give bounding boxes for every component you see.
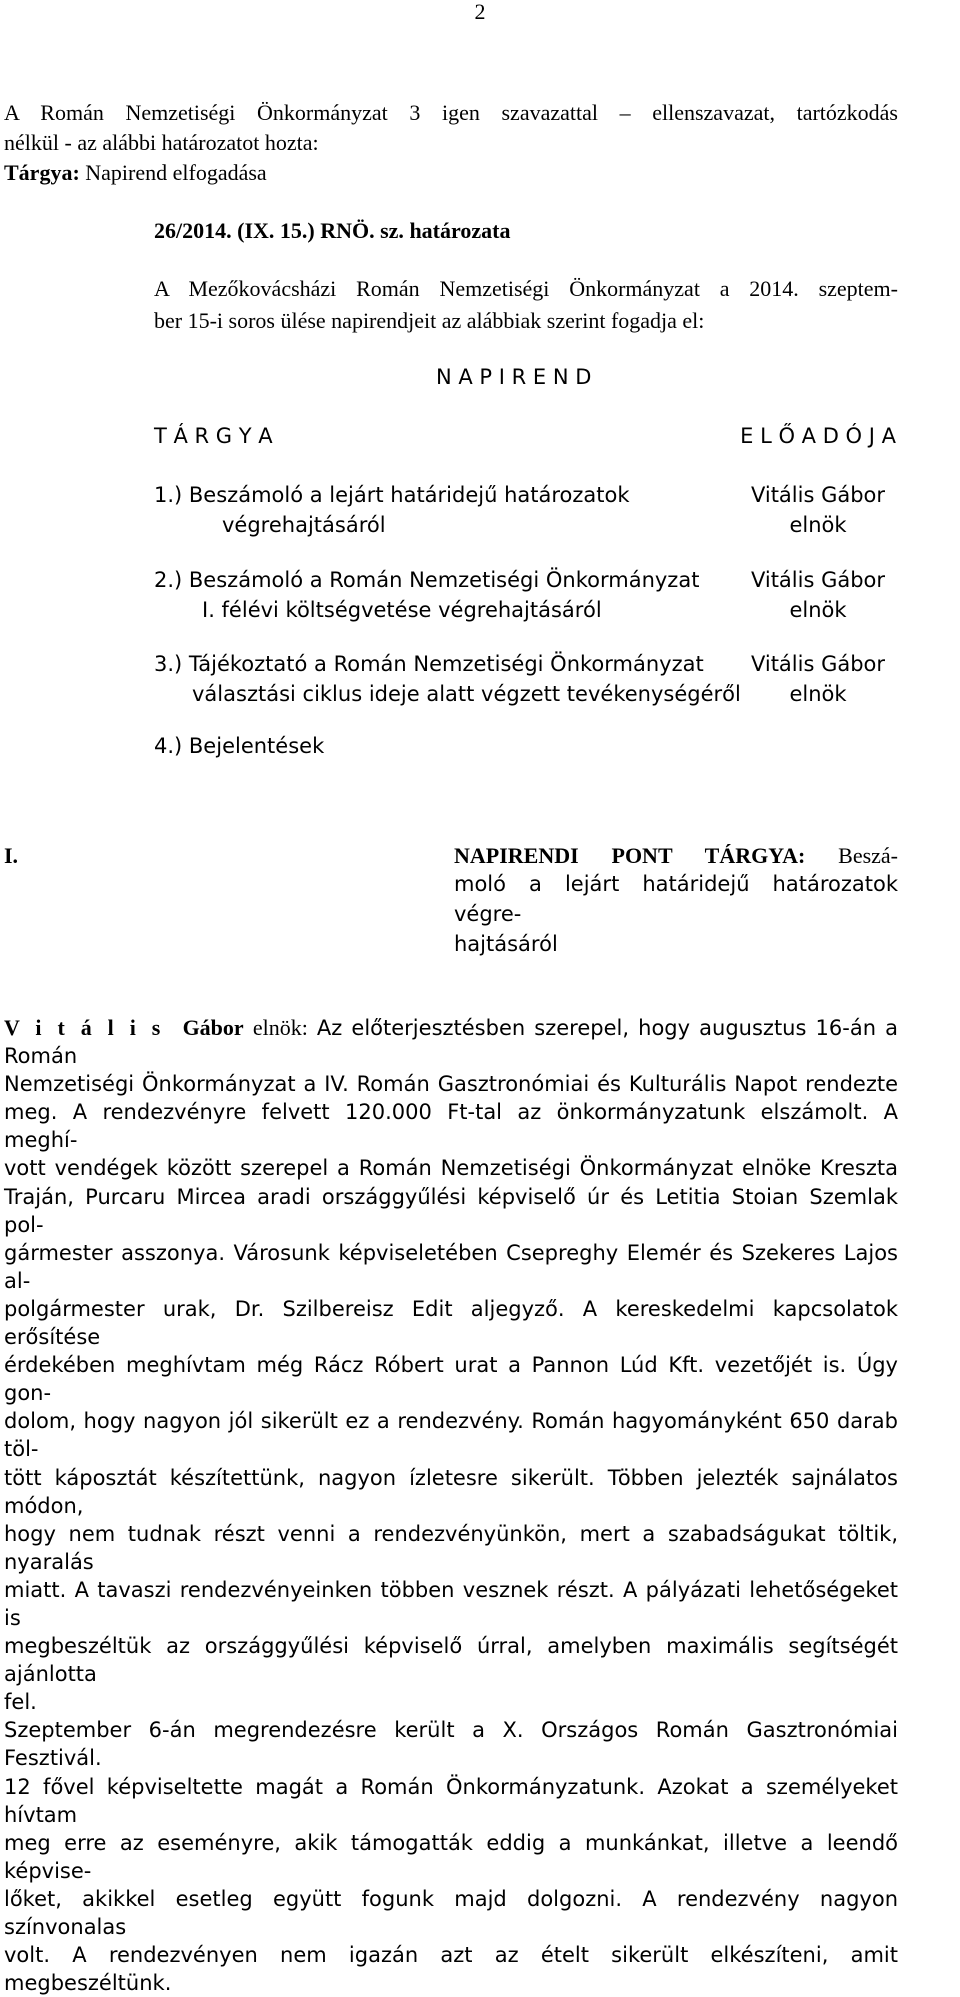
agenda-item-1-presenter-role: elnök <box>789 513 847 537</box>
body-line-7: polgármester urak, Dr. Szilbereisz Edit aljegyző. A kereskedelmi kapcsolatok erősítése <box>4 1296 898 1350</box>
resolution-number: 26/2014. (IX. 15.) RNÖ. sz. <box>154 218 410 243</box>
agenda-item-1-line-1: 1.) Beszámoló a lejárt határidejű határozatok <box>154 483 630 507</box>
section-number: I. <box>4 843 19 868</box>
agenda-item-1-presenter <box>720 480 916 540</box>
body-line-18: lőket, akikkel esetleg együtt fogunk majd dolgozni. A rendezvény nagyon színvonalas <box>4 1886 898 1939</box>
body-line-19: volt. A rendezvényen nem igazán azt az ételt sikerült elkészíteni, amit megbeszéltünk. <box>4 1943 898 1996</box>
agenda-item-2-line-1: 2.) Beszámoló a Román Nemzetiségi Önkormányzat <box>154 568 700 592</box>
page-number: 2 <box>474 0 486 24</box>
agenda-item-2-presenter <box>712 565 924 625</box>
agenda-item-2-line-2: I. félévi költségvetése végrehajtásáról <box>202 598 602 622</box>
agenda-item-3-line-2: választási ciklus ideje alatt végzett tevékenységéről <box>192 682 741 706</box>
agenda-item-4-subject: 4.) Bejelentések <box>154 734 325 758</box>
body-line-10: tött káposztát készítettünk, nagyon ízletesre sikerült. Többen jelezték sajnálatos módon, <box>4 1465 898 1518</box>
agenda-item-3-presenter-name: Vitális Gábor <box>750 652 886 676</box>
subject-label: Tárgya: <box>4 160 80 185</box>
subject-value: Napirend elfogadása <box>79 160 267 185</box>
body-line-5: Traján, Purcaru Mircea aradi országgyűlési képviselő úr és Letitia Stoian Szemlak pol- <box>4 1184 898 1237</box>
resolution-text <box>154 274 898 336</box>
body-line-8: érdekében meghívtam még Rácz Róbert urat a Pannon Lúd Kft. vezetőjét is. Úgy gon- <box>4 1353 898 1406</box>
section-title <box>454 841 898 959</box>
agenda-item-3-presenter-role: elnök <box>789 682 847 706</box>
agenda-item-2-presenter-role: elnök <box>789 598 847 622</box>
section-label: NAPIRENDI PONT TÁRGYA: <box>454 843 806 868</box>
section-title-line-2: moló a lejárt határidejű határozatok végre- <box>454 872 898 926</box>
section-title-line-3: hajtásáról <box>454 932 558 956</box>
resolution-word: határozata <box>409 218 511 243</box>
agenda-item-1-line-2: végrehajtásáról <box>222 513 386 537</box>
agenda-item-1-presenter-name: Vitális Gábor <box>750 483 886 507</box>
body-line-1-text: Az előterjesztésben szerepel, hogy augusztus 16-án a Román <box>4 1016 898 1069</box>
intro-line-2: nélkül - az alábbi határozatot hozta: <box>4 130 319 155</box>
section-title-line-1 <box>454 841 898 871</box>
agenda-col-presenter: E L Ő A D Ó J A <box>740 424 896 448</box>
body-line-12: miatt. A tavaszi rendezvényeinken többen vesznek részt. A pályázati lehetőségeket is <box>4 1577 898 1630</box>
body-line-1 <box>4 1014 898 1070</box>
agenda-heading: N A P I R E N D <box>436 365 592 389</box>
body-line-6: gármester asszonya. Városunk képviseletében Csepreghy Elemér és Szekeres Lajos al- <box>4 1240 898 1293</box>
agenda-item-1-subject <box>154 480 630 540</box>
agenda-item-3-line-1: 3.) Tájékoztató a Román Nemzetiségi Önkormányzat <box>154 652 704 676</box>
intro-subject <box>4 158 898 188</box>
body-line-4: vott vendégek között szerepel a Román Nemzetiségi Önkormányzat elnöke Kreszta <box>4 1156 898 1181</box>
intro-line-1: A Román Nemzetiségi Önkormányzat 3 igen szavazattal – ellenszavazat, tartózkodás <box>4 100 898 125</box>
body-line-3: meg. A rendezvényre felvett 120.000 Ft-tal az önkormányzatunk elszámolt. A meghí- <box>4 1100 898 1153</box>
body-line-11: hogy nem tudnak részt venni a rendezvényünkön, mert a szabadságukat töltik, nyaralás <box>4 1521 898 1574</box>
agenda-item-3-presenter <box>712 649 924 709</box>
body-line-14: fel. <box>4 1690 37 1715</box>
agenda-item-3-subject <box>154 649 741 709</box>
body-paragraph <box>4 1014 898 1997</box>
body-line-16: 12 fővel képviseltette magát a Román Önkormányzatunk. Azokat a személyeket hívtam <box>4 1774 898 1827</box>
body-line-9: dolom, hogy nagyon jól sikerült ez a rendezvény. Román hagyományként 650 darab töl- <box>4 1409 898 1462</box>
agenda-item-2-subject <box>154 565 699 625</box>
resolution-title <box>154 216 510 246</box>
agenda-col-subject: T Á R G Y A <box>154 424 273 448</box>
body-line-17: meg erre az eseményre, akik támogatták eddig a munkánkat, illetve a leendő képvise- <box>4 1830 898 1883</box>
section-title-rest: Beszá- <box>805 843 899 868</box>
intro-paragraph <box>4 98 898 188</box>
speaker-role: elnök: <box>252 1015 308 1040</box>
resolution-text-line-1: A Mezőkovácsházi Román Nemzetiségi Önkormányzat a 2014. szeptem- <box>154 276 898 301</box>
body-line-2: Nemzetiségi Önkormányzat a IV. Román Gasztronómiai és Kulturális Napot rendezte <box>4 1072 898 1097</box>
agenda-item-2-presenter-name: Vitális Gábor <box>750 568 886 592</box>
speaker-first-name: V i t á l i s <box>4 1015 165 1040</box>
body-line-15: Szeptember 6-án megrendezésre került a X. Országos Román Gasztronómiai Fesztivál. <box>4 1718 898 1771</box>
speaker-last-name: Gábor <box>182 1015 244 1040</box>
body-line-13: megbeszéltük az országgyűlési képviselő úrral, amelyben maximális segítségét ajánlotta <box>4 1634 898 1687</box>
resolution-text-line-2: ber 15-i soros ülése napirendjeit az alábbiak szerint fogadja el: <box>154 308 705 333</box>
